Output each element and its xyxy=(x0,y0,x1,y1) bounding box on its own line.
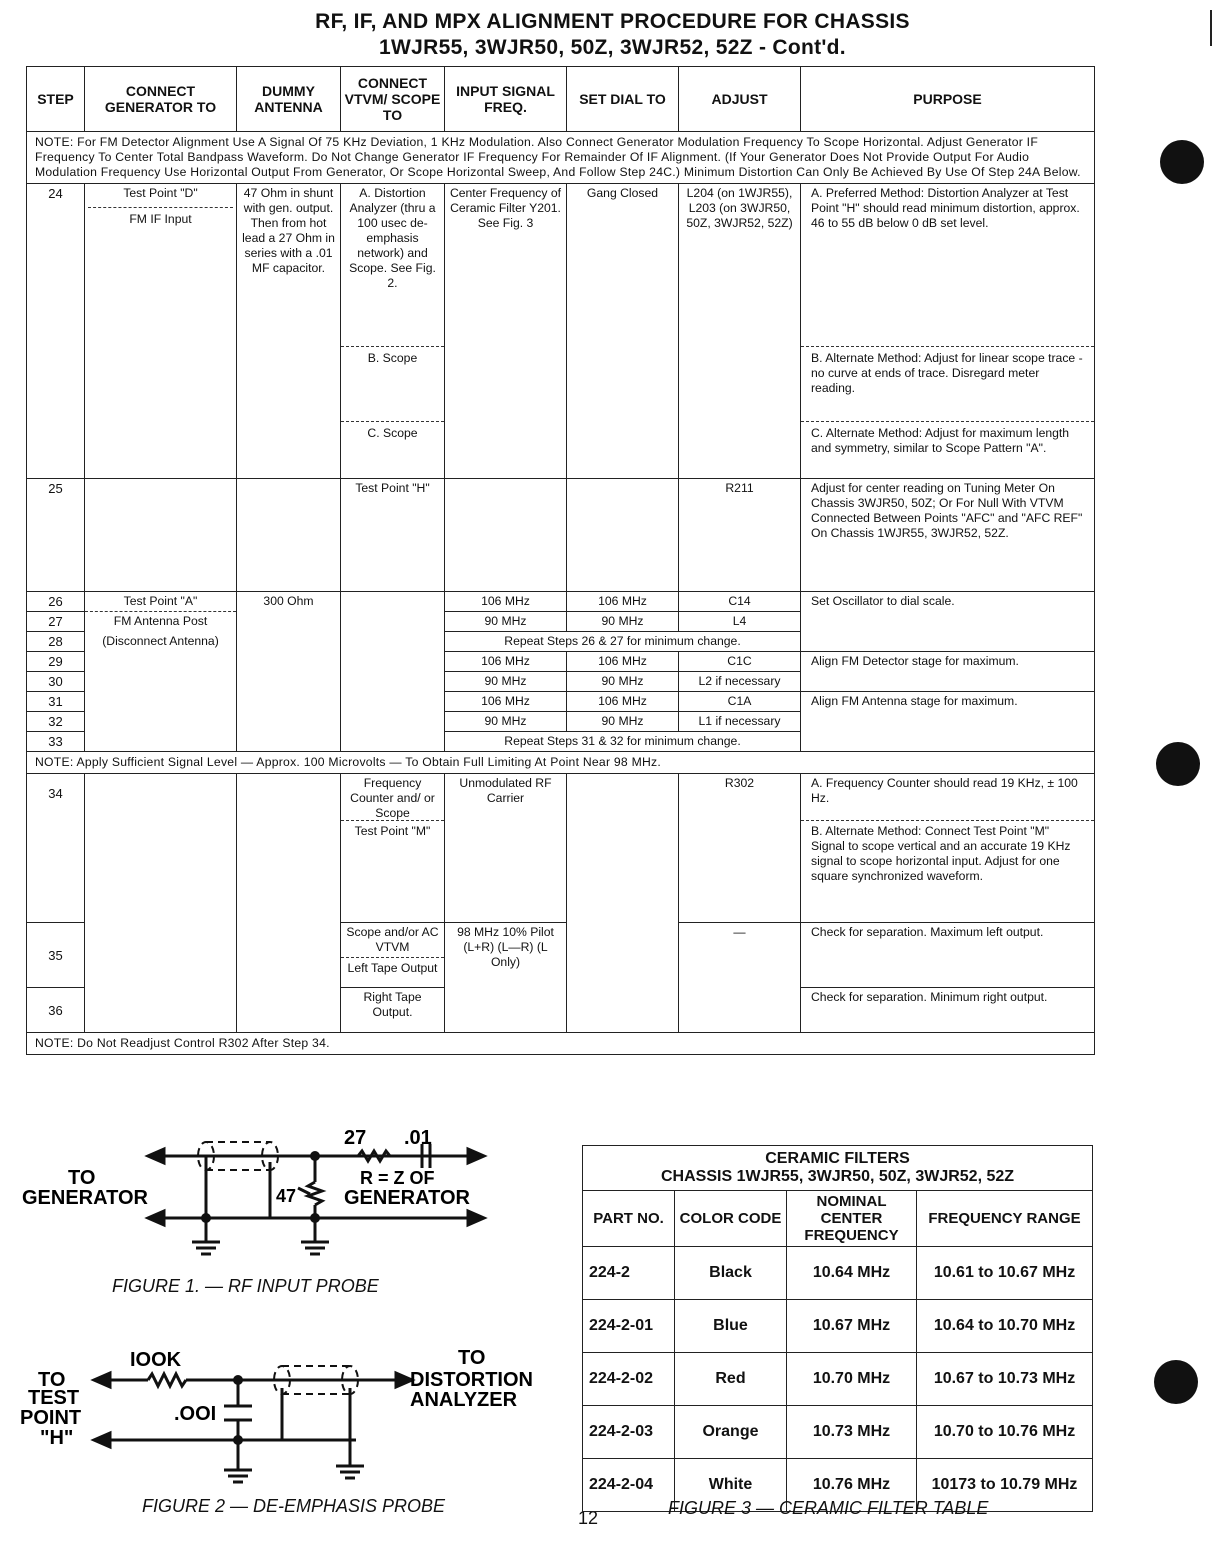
adjust-item: R211 xyxy=(679,479,801,592)
vtvm-connection: C. Scope xyxy=(341,421,444,445)
set-dial: 106 MHz xyxy=(567,652,679,672)
table-row-step-36 xyxy=(27,988,1095,1033)
cf-part-no: 224-2-03 xyxy=(583,1406,675,1459)
generator-point: FM IF Input xyxy=(88,207,233,227)
adjust-item: C14 xyxy=(679,592,801,612)
adjust-item: L4 xyxy=(679,612,801,632)
table-row-step-30 xyxy=(27,672,1095,692)
cf-color: Black xyxy=(675,1247,787,1300)
step-number: 26 xyxy=(27,592,85,612)
cf-color: Blue xyxy=(675,1300,787,1353)
fig2-test-label: TEST xyxy=(28,1387,80,1409)
dummy-antenna: 300 Ohm xyxy=(237,592,341,612)
cf-header-part: PART NO. xyxy=(583,1191,675,1247)
cf-color: Orange xyxy=(675,1406,787,1459)
cf-nominal: 10.70 MHz xyxy=(787,1353,917,1406)
note-fm-detector: NOTE: For FM Detector Alignment Use A Signal Of 75 KHz Deviation, 1 KHz Modulation. Also Connect Generator Modulation Frequency To Scope Horizontal. Adjust Generator IF Frequency To Center Total Bandpass Waveform. Do Not Change Generator IF Frequency For Remainder Of IF Alignment. (If Your Generator Does Not Provide Output For Audio Modulation Frequency Use Horizontal Output From Generator, Or Scope Horizontal Sweep, And Follow Step 24C.) Minimum Distortion Can Only Be Achieved By Use Of Step 24A Below. xyxy=(27,132,1095,184)
step-number: 30 xyxy=(27,672,85,692)
table-row-step-34 xyxy=(27,774,1095,923)
cf-range: 10.67 to 10.73 MHz xyxy=(917,1353,1093,1406)
step-number: 25 xyxy=(27,479,85,592)
generator-point: Test Point "D" xyxy=(123,186,198,200)
header-adjust: ADJUST xyxy=(679,67,801,132)
alignment-table xyxy=(26,66,1095,1055)
step-number: 27 xyxy=(27,612,85,632)
set-dial: 90 MHz xyxy=(567,712,679,732)
header-step: STEP xyxy=(27,67,85,132)
cf-header-color: COLOR CODE xyxy=(675,1191,787,1247)
dummy-antenna: 47 Ohm in shunt with gen. output. Then from hot lead a 27 Ohm in series with a .01 MF capacitor. xyxy=(237,184,341,479)
vtvm-connection: A. Distortion Analyzer (thru a 100 usec de-emphasis network) and Scope. See Fig. 2. xyxy=(349,186,436,290)
fig1-generator-right: GENERATOR xyxy=(344,1187,470,1209)
fig2-h-label: "H" xyxy=(40,1427,74,1449)
page-title-line2: 1WJR55, 3WJR50, 50Z, 3WJR52, 52Z - Cont'd. xyxy=(379,36,846,59)
purpose-text: A. Preferred Method: Distortion Analyzer at Test Point "H" should read minimum distortion, approx. 46 to 55 dB below 0 dB set level. xyxy=(811,186,1080,230)
generator-point: FM Antenna Post xyxy=(85,612,237,632)
input-freq: 90 MHz xyxy=(445,672,567,692)
step-number: 34 xyxy=(27,774,85,923)
table-row-step-35 xyxy=(27,923,1095,988)
set-dial: 90 MHz xyxy=(567,612,679,632)
figure3-caption: FIGURE 3 — CERAMIC FILTER TABLE xyxy=(668,1498,989,1518)
set-dial: Gang Closed xyxy=(567,184,679,479)
fig2-to-left: TO xyxy=(38,1369,66,1391)
table-row-step-33 xyxy=(27,732,1095,752)
margin-mark xyxy=(1210,10,1212,46)
cf-color: Red xyxy=(675,1353,787,1406)
purpose-text: B. Alternate Method: Connect Test Point "M" Signal to scope vertical and an accurate 19 KHz signal to scope horizontal input. Adjust for one square synchronized waveform. xyxy=(801,820,1094,887)
cf-header-nominal: NOMINAL CENTER FREQUENCY xyxy=(787,1191,917,1247)
set-dial: 106 MHz xyxy=(567,692,679,712)
cf-range: 10173 to 10.79 MHz xyxy=(917,1459,1093,1512)
vtvm-connection: Right Tape Output. xyxy=(341,988,445,1033)
adjust-item: L204 (on 1WJR55), L203 (on 3WJR50, 50Z, 3WJR52, 52Z) xyxy=(679,184,801,479)
step-number: 33 xyxy=(27,732,85,752)
fig1-c01-label: .01 xyxy=(404,1127,432,1149)
table-row-step-31 xyxy=(27,692,1095,712)
repeat-instruction: Repeat Steps 31 & 32 for minimum change. xyxy=(445,732,801,752)
cf-part-no: 224-2-02 xyxy=(583,1353,675,1406)
note-signal-level: NOTE: Apply Sufficient Signal Level — Approx. 100 Microvolts — To Obtain Full Limiting At Point Near 98 MHz. xyxy=(27,752,1095,774)
purpose-text: Adjust for center reading on Tuning Meter On Chassis 3WJR50, 50Z; Or For Null With VTVM Connected Between Points "AFC" and "AFC REF" On Chassis 1WJR55, 3WJR52, 52Z. xyxy=(801,479,1095,592)
generator-point: (Disconnect Antenna) xyxy=(85,632,237,652)
adjust-item: L2 if necessary xyxy=(679,672,801,692)
fig1-generator-left: GENERATOR xyxy=(22,1187,148,1209)
vtvm-connection: Test Point "M" xyxy=(341,820,444,842)
ceramic-filter-table xyxy=(582,1145,1093,1512)
page-title-line1: RF, IF, AND MPX ALIGNMENT PROCEDURE FOR CHASSIS xyxy=(315,10,910,33)
cf-nominal: 10.64 MHz xyxy=(787,1247,917,1300)
cf-part-no: 224-2-04 xyxy=(583,1459,675,1512)
fig2-analyzer-label: ANALYZER xyxy=(410,1389,518,1411)
vtvm-connection: Frequency Counter and/ or Scope xyxy=(350,776,435,820)
header-connect-vtvm: CONNECT VTVM/ SCOPE TO xyxy=(341,67,445,132)
table-row-step-27 xyxy=(27,612,1095,632)
vtvm-connection: Test Point "H" xyxy=(341,479,445,592)
purpose-text: Set Oscillator to dial scale. xyxy=(801,592,1095,612)
cf-nominal: 10.76 MHz xyxy=(787,1459,917,1512)
note-r302: NOTE: Do Not Readjust Control R302 After Step 34. xyxy=(27,1033,1095,1055)
fig2-distortion-label: DISTORTION xyxy=(410,1369,533,1391)
input-freq: 106 MHz xyxy=(445,692,567,712)
purpose-text: B. Alternate Method: Adjust for linear scope trace - no curve at ends of trace. Disregard meter reading. xyxy=(801,346,1094,421)
purpose-text: C. Alternate Method: Adjust for maximum length and symmetry, similar to Scope Pattern "A". xyxy=(801,421,1094,460)
input-freq: 98 MHz 10% Pilot (L+R) (L—R) (L Only) xyxy=(445,923,567,988)
purpose-text: Check for separation. Minimum right output. xyxy=(801,988,1095,1033)
header-dummy-antenna: DUMMY ANTENNA xyxy=(237,67,341,132)
table-row-step-26 xyxy=(27,592,1095,612)
figure2-caption: FIGURE 2 — DE-EMPHASIS PROBE xyxy=(142,1496,446,1516)
fig2-c001-label: .OOI xyxy=(174,1403,217,1425)
table-row xyxy=(583,1353,1093,1406)
fig1-r27-label: 27 xyxy=(344,1127,367,1149)
fig2-point-label: POINT xyxy=(20,1407,82,1429)
adjust-item: R302 xyxy=(679,774,801,923)
punch-hole xyxy=(1154,1360,1198,1404)
input-freq: 90 MHz xyxy=(445,612,567,632)
step-number: 36 xyxy=(27,988,85,1033)
repeat-instruction: Repeat Steps 26 & 27 for minimum change. xyxy=(445,632,801,652)
step-number: 32 xyxy=(27,712,85,732)
step-number: 35 xyxy=(27,923,85,988)
set-dial: 90 MHz xyxy=(567,672,679,692)
adjust-item: — xyxy=(679,923,801,988)
header-set-dial: SET DIAL TO xyxy=(567,67,679,132)
de-emphasis-probe-diagram xyxy=(18,1340,548,1490)
adjust-item: C1A xyxy=(679,692,801,712)
adjust-item: C1C xyxy=(679,652,801,672)
vtvm-connection: Left Tape Output xyxy=(341,957,444,979)
page-number: 12 xyxy=(578,1508,599,1528)
cf-range: 10.61 to 10.67 MHz xyxy=(917,1247,1093,1300)
table-row-step-24 xyxy=(27,184,1095,479)
step-number: 28 xyxy=(27,632,85,652)
cf-range: 10.64 to 10.70 MHz xyxy=(917,1300,1093,1353)
cf-nominal: 10.73 MHz xyxy=(787,1406,917,1459)
punch-hole xyxy=(1156,742,1200,786)
input-freq: 90 MHz xyxy=(445,712,567,732)
fig2-r100k-label: IOOK xyxy=(130,1349,182,1371)
set-dial: 106 MHz xyxy=(567,592,679,612)
header-input-freq: INPUT SIGNAL FREQ. xyxy=(445,67,567,132)
fig1-to-label: TO xyxy=(68,1167,96,1189)
fig1-rz-label: R = Z OF xyxy=(360,1168,435,1188)
figure1-caption: FIGURE 1. — RF INPUT PROBE xyxy=(112,1276,379,1296)
cf-part-no: 224-2 xyxy=(583,1247,675,1300)
header-connect-generator: CONNECT GENERATOR TO xyxy=(85,67,237,132)
cf-color: White xyxy=(675,1459,787,1512)
cf-range: 10.70 to 10.76 MHz xyxy=(917,1406,1093,1459)
purpose-text: A. Frequency Counter should read 19 KHz, ± 100 Hz. xyxy=(811,776,1078,805)
table-row xyxy=(583,1300,1093,1353)
adjust-item: L1 if necessary xyxy=(679,712,801,732)
fig2-to-right: TO xyxy=(458,1347,486,1369)
rf-input-probe-diagram xyxy=(18,1122,498,1272)
fig1-r47-label: 47 xyxy=(276,1186,297,1206)
step-number: 24 xyxy=(27,184,85,479)
input-freq: Center Frequency of Ceramic Filter Y201. See Fig. 3 xyxy=(445,184,567,479)
header-purpose: PURPOSE xyxy=(801,67,1095,132)
table-row xyxy=(583,1247,1093,1300)
table-row-step-28 xyxy=(27,632,1095,652)
purpose-text: Align FM Antenna stage for maximum. xyxy=(801,692,1095,712)
ceramic-filter-subtitle: CHASSIS 1WJR55, 3WJR50, 50Z, 3WJR52, 52Z xyxy=(661,1168,1015,1185)
purpose-text: Check for separation. Maximum left output. xyxy=(801,923,1095,988)
table-row-step-29 xyxy=(27,652,1095,672)
step-number: 31 xyxy=(27,692,85,712)
input-freq: 106 MHz xyxy=(445,652,567,672)
input-freq: 106 MHz xyxy=(445,592,567,612)
step-number: 29 xyxy=(27,652,85,672)
input-freq: Unmodulated RF Carrier xyxy=(445,774,567,923)
generator-point: Test Point "A" xyxy=(85,592,237,612)
vtvm-connection: B. Scope xyxy=(341,346,444,421)
table-row-step-25 xyxy=(27,479,1095,592)
vtvm-connection: Scope and/or AC VTVM xyxy=(346,925,439,954)
cf-part-no: 224-2-01 xyxy=(583,1300,675,1353)
table-row-step-32 xyxy=(27,712,1095,732)
purpose-text: Align FM Detector stage for maximum. xyxy=(801,652,1095,672)
ceramic-filter-title: CERAMIC FILTERS xyxy=(765,1150,910,1167)
punch-hole xyxy=(1160,140,1204,184)
table-row xyxy=(583,1406,1093,1459)
table-header-row xyxy=(27,67,1095,132)
cf-header-range: FREQUENCY RANGE xyxy=(917,1191,1093,1247)
cf-nominal: 10.67 MHz xyxy=(787,1300,917,1353)
